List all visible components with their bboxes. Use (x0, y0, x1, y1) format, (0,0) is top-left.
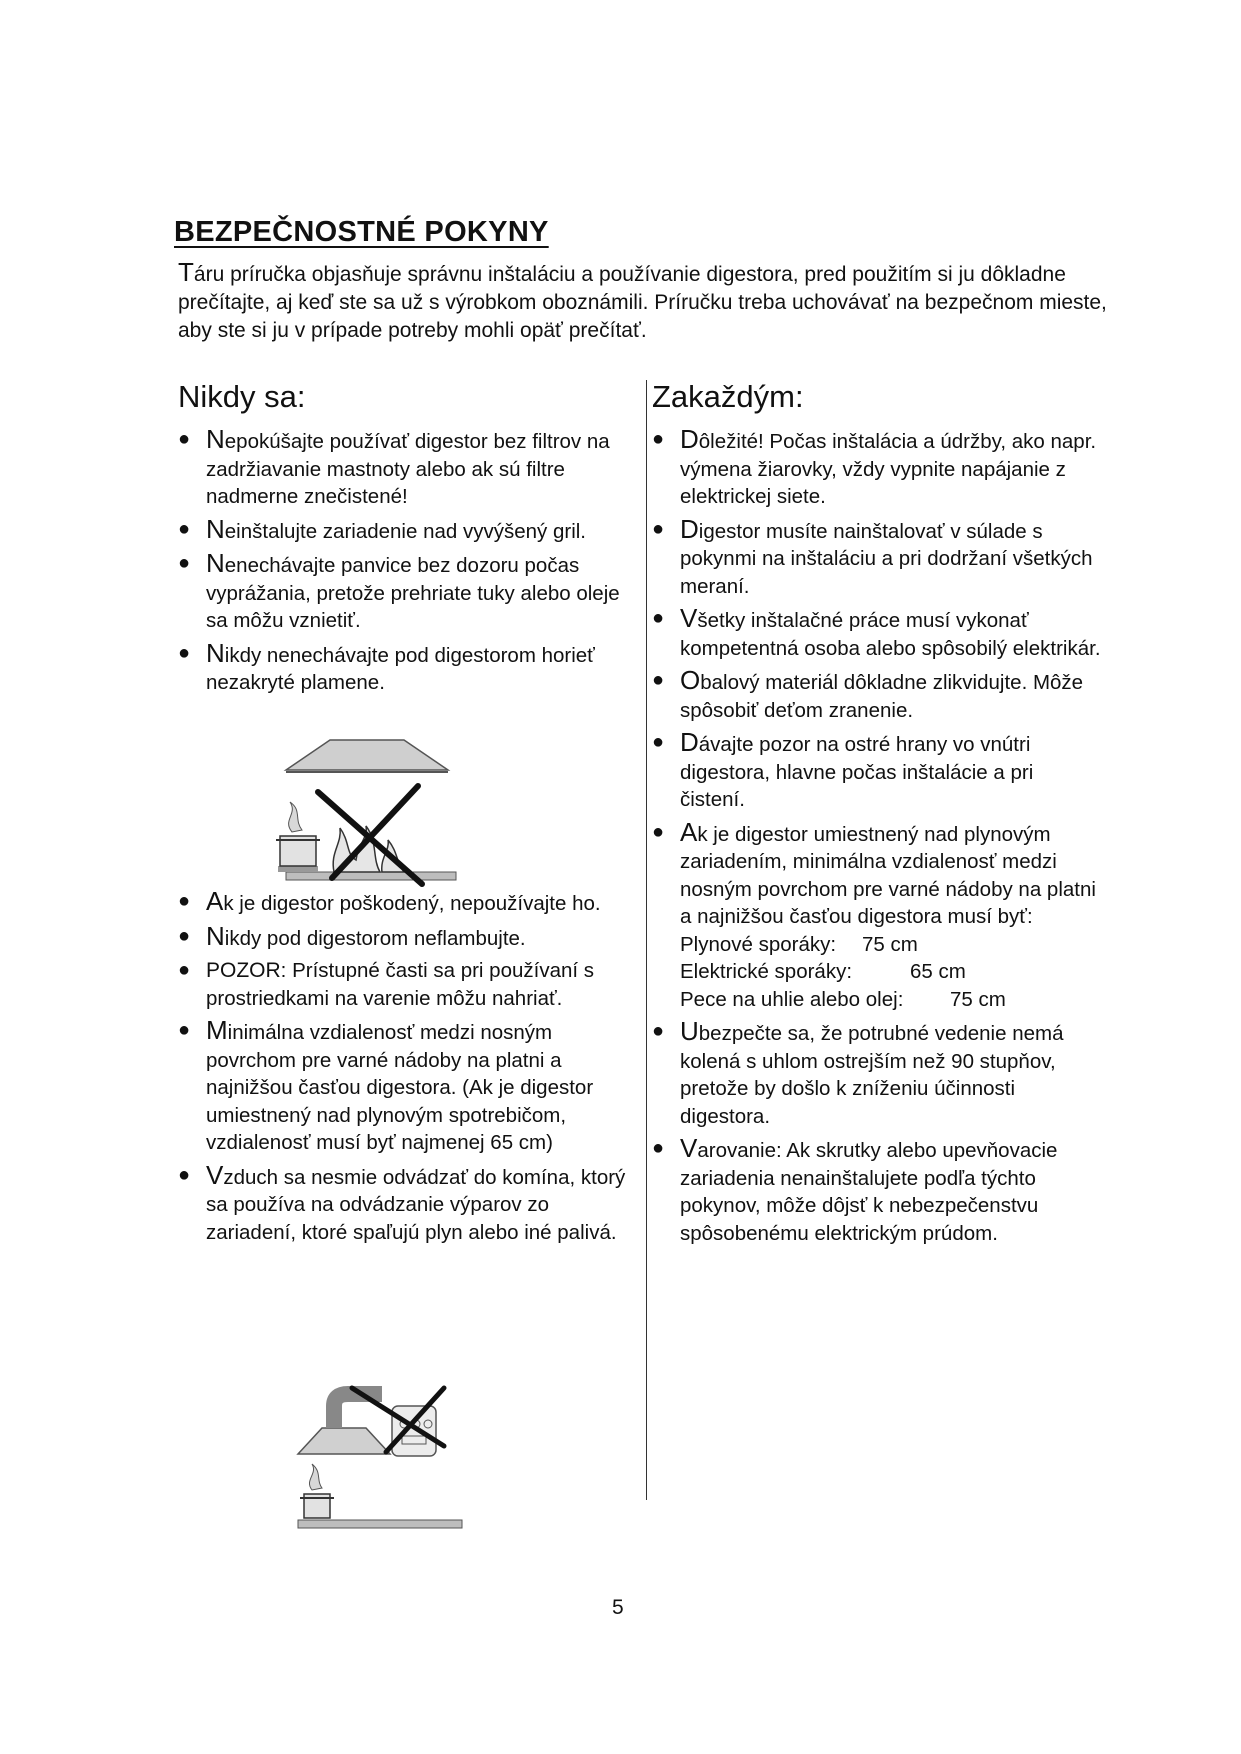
item-text: ikdy pod digestorom neflambujte. (224, 926, 526, 950)
item-text: k je digestor poškodený, nepoužívajte ho. (223, 892, 601, 915)
bullet-icon: ● (178, 924, 191, 947)
item-initial: N (206, 920, 225, 951)
spec-value: 75 cm (950, 987, 1006, 1011)
page-title: BEZPEČNOSTNÉ POKYNY (174, 216, 549, 248)
bullet-icon: ● (178, 428, 191, 450)
bullet-icon: ● (652, 669, 665, 691)
intro-initial: T (178, 257, 194, 287)
intro-paragraph (178, 258, 1118, 345)
bullet-icon: ● (652, 1020, 665, 1042)
bullet-icon: ● (652, 428, 665, 450)
bullet-icon: ● (178, 641, 191, 664)
item-text: enechávajte panvice bez dozoru počas vyprážania, pretože prehriate tuky alebo oleje sa môžu vznietiť. (206, 554, 620, 632)
no-open-flame-illustration (272, 732, 462, 894)
always-list (652, 426, 1102, 1247)
steam-shape (289, 802, 302, 832)
item-initial: N (206, 424, 225, 454)
hob-shape (298, 1520, 462, 1528)
hood-shape (298, 1428, 390, 1454)
hood-shape (286, 740, 448, 770)
bullet-icon: ● (178, 1163, 191, 1186)
bullet-icon: ● (178, 1019, 191, 1041)
item-initial: V (680, 1133, 698, 1163)
bullet-icon: ● (178, 890, 191, 912)
bullet-icon: ● (178, 552, 191, 574)
item-initial: U (680, 1016, 699, 1046)
item-initial: O (680, 665, 701, 695)
item-initial: A (680, 816, 698, 847)
list-item (178, 513, 628, 546)
item-initial: A (206, 886, 224, 916)
item-initial: POZOR (206, 959, 281, 982)
spec-label: Plynové sporáky: (680, 932, 837, 956)
boiler-shape (392, 1406, 436, 1456)
spec-row (680, 986, 1102, 1014)
item-initial: V (680, 603, 698, 633)
never-heading: Nikdy sa: (178, 379, 306, 414)
item-text: zduch sa nesmie odvádzať do komína, ktorý sa používa na odvádzanie výparov zo zariadení, ktoré spaľujú plyn alebo iné palivá. (206, 1165, 626, 1244)
list-item (652, 426, 1102, 511)
item-text: šetky inštalačné práce musí vykonať kompetentná osoba alebo spôsobilý elektrikár. (680, 609, 1101, 660)
item-text: igestor musíte nainštalovať v súlade s pokynmi na inštaláciu a pri dodržaní všetkých meraní. (680, 519, 1093, 598)
burner-shape (278, 866, 318, 872)
list-item (178, 920, 628, 953)
list-item (652, 605, 1102, 662)
list-item (178, 957, 628, 1012)
hob-shape (286, 872, 456, 880)
intro-text: áru príručka objasňuje správnu inštaláciu a používanie digestora, pred použitím si ju dôkladne prečítajte, aj keď ste sa už s výrobkom oboznámili. Príručku treba uchovávať na bezpečnom mieste, aby ste si ju v prípade potreby mohli opäť prečítať. (178, 263, 1107, 342)
item-text: inimálna vzdialenosť medzi nosným povrchom pre varné nádoby na platni a najnižšou časťou digestora. (Ak je digestor umiestnený nad plynovým spotrebičom, vzdialenosť musí byť najmenej 65 cm) (206, 1021, 594, 1154)
item-initial: M (206, 1015, 228, 1045)
spec-row (680, 958, 1102, 986)
list-item-distances (652, 816, 1102, 1014)
never-column (178, 378, 628, 702)
item-initial: N (206, 513, 225, 544)
list-item (178, 888, 628, 918)
spec-value: 65 cm (910, 960, 966, 983)
list-item (652, 729, 1102, 814)
spec-row (680, 931, 1102, 959)
item-text: balový materiál dôkladne zlikvidujte. Môže spôsobiť deťom zranenie. (680, 671, 1084, 722)
bullet-icon: ● (652, 820, 665, 843)
bullet-icon: ● (652, 731, 665, 753)
spec-value: 75 cm (862, 932, 918, 956)
item-initial: N (206, 637, 225, 668)
spec-label: Pece na uhlie alebo olej: (680, 987, 904, 1011)
item-text: einštalujte zariadenie nad vyvýšený gril. (224, 519, 587, 543)
list-item (178, 1159, 628, 1247)
bullet-icon: ● (652, 517, 665, 540)
item-initial: V (206, 1159, 224, 1190)
list-item (178, 550, 628, 635)
bullet-icon: ● (178, 959, 191, 981)
item-text: bezpečte sa, že potrubné vedenie nemá kolená s uhlom ostrejším než 90 stupňov, pretože by došlo k zníženiu účinnosti digestora. (680, 1022, 1064, 1128)
duct-shape (334, 1394, 382, 1428)
item-text: k je digestor umiestnený nad plynovým zariadením, minimálna vzdialenosť medzi nosným povrchom pre varné nádoby na platni a najnižšou časťou digestora musí byť: (680, 822, 1096, 928)
bullet-icon: ● (652, 607, 665, 629)
list-item (178, 426, 628, 511)
no-chimney-venting-illustration (294, 1384, 464, 1534)
item-text: arovanie: Ak skrutky alebo upevňovacie zariadenia nenainštalujete podľa týchto pokynov, môže dôjsť k nebezpečenstvu spôsobenému elektrickým prúdom. (680, 1139, 1058, 1245)
item-initial: D (680, 513, 699, 544)
list-item (652, 1135, 1102, 1247)
always-column (652, 378, 1102, 1252)
column-divider (646, 380, 647, 1500)
list-item (652, 513, 1102, 601)
spec-label: Elektrické sporáky: (680, 960, 853, 983)
always-heading: Zakaždým: (652, 379, 804, 414)
item-initial: D (680, 727, 699, 757)
page-number: 5 (612, 1596, 624, 1619)
list-item (652, 1018, 1102, 1130)
never-column-continued (178, 888, 628, 1251)
never-list-bottom (178, 888, 628, 1246)
never-list-top (178, 426, 628, 697)
item-text: epokúšajte používať digestor bez filtrov na zadržiavanie mastnoty alebo ak sú filtre nadmerne znečistené! (206, 430, 610, 508)
steam-shape (309, 1464, 322, 1490)
item-text: ikdy nenechávajte pod digestorom horieť nezakryté plamene. (206, 643, 595, 694)
item-text: ôležité! Počas inštalácia a údržby, ako napr. výmena žiarovky, vždy vypnite napájanie z elektrickej siete. (680, 430, 1097, 508)
bullet-icon: ● (178, 517, 191, 540)
bullet-icon: ● (652, 1137, 665, 1159)
item-initial: D (680, 424, 699, 454)
item-initial: N (206, 548, 225, 578)
item-text: : Prístupné časti sa pri používaní s prostriedkami na varenie môžu nahriať. (206, 959, 595, 1010)
list-item (178, 1017, 628, 1157)
list-item (652, 667, 1102, 724)
list-item (178, 637, 628, 697)
item-text: ávajte pozor na ostré hrany vo vnútri digestora, hlavne počas inštalácie a pri čistení. (680, 733, 1034, 811)
